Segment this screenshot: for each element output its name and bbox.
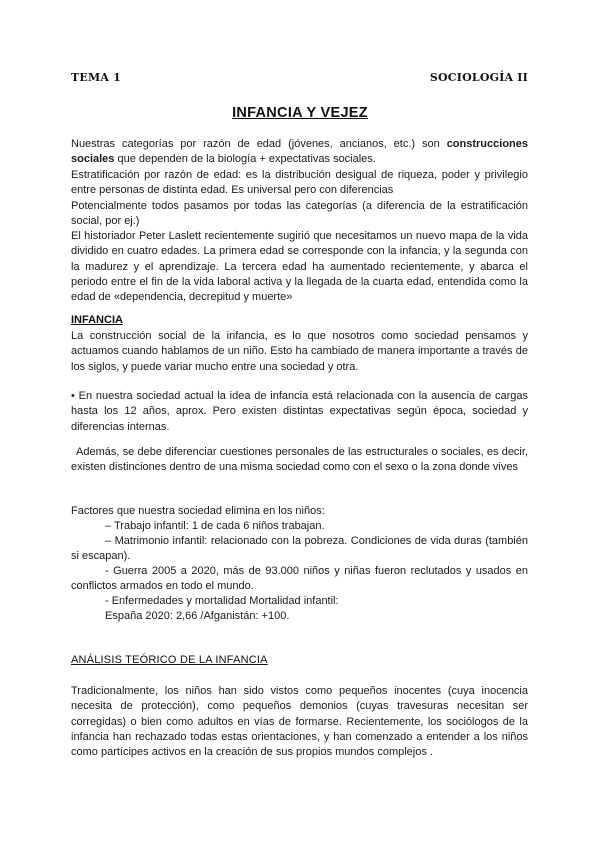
- infancia-paragraph-1: La construcción social de la infancia, es lo que nosotros como sociedad pensamos y actuamos cuando hablamos de un niño. Esto ha cambiado de manera importante a través de los siglos, y puede variar mucho entre una sociedad y otra.: [71, 330, 528, 373]
- intro-paragraph-3: Potencialmente todos pasamos por todas las categorías (a diferencia de la estratificación social, por ej.): [71, 200, 528, 228]
- header-left: TEMA 1: [71, 71, 121, 84]
- header-right: SOCIOLOGÍA II: [429, 71, 528, 84]
- factor-4-detail-text: España 2020: 2,66 /Afganistán: +100.: [105, 610, 290, 622]
- factor-4-text: - Enfermedades y mortalidad Mortalidad infantil:: [105, 595, 339, 607]
- intro-p1-text: Nuestras categorías por razón de edad (jóvenes, ancianos, etc.) son: [71, 138, 447, 150]
- factor-item-4: [71, 594, 528, 609]
- factor-1-text: – Trabajo infantil: 1 de cada 6 niños trabajan.: [105, 520, 325, 532]
- factor-item-4-detail: [71, 609, 528, 624]
- intro-paragraph-2: Estratificación por razón de edad: es la distribución desigual de riqueza, poder y privilegio entre personas de distinta edad. Es universal pero con diferencias: [71, 169, 528, 197]
- infancia-paragraph-2: • En nuestra sociedad actual la idea de infancia está relacionada con la ausencia de cargas hasta los 12 años, aprox. Pero existen distintas expectativas según época, sociedad y diferencias internas.: [71, 390, 528, 433]
- section-heading-analisis: ANÁLISIS TEÓRICO DE LA INFANCIA: [71, 654, 268, 666]
- factores-intro: Factores que nuestra sociedad elimina en los niños:: [71, 505, 325, 517]
- intro-paragraph-1: [71, 137, 528, 168]
- section-heading-infancia: INFANCIA: [71, 314, 123, 326]
- factor-item-1: [71, 519, 528, 534]
- page-title: INFANCIA Y VEJEZ: [232, 105, 368, 121]
- factor-item-3: - Guerra 2005 a 2020, más de 93.000 niños y niñas fueron reclutados y usados en conflictos armados en todo el mundo.: [71, 565, 528, 593]
- analisis-paragraph-1: Tradicionalmente, los niños han sido vistos como pequeños inocentes (cuya inocencia necesita de protección), como pequeños demonios (cuyas travesuras necesitan ser corregidas) o bien como adultos en vías de formarse. Recientemente, los sociólogos de la infancia han rechazado todas estas orientaciones, y han comenzado a entender a los niños como partícipes activos en la creación de sus propios mundos complejos .: [71, 685, 528, 759]
- intro-paragraph-4: El historiador Peter Laslett recientemente sugirió que necesitamos un nuevo mapa de la vida dividido en cuatro edades. La primera edad se corresponde con la infancia, y la segunda con la madurez y el aprendizaje. La tercera edad ha aumentado recientemente, y abarca el periodo entre el fin de la vida laboral activa y la llegada de la cuarta edad, entendida como la edad de «dependencia, decrepitud y muerte»: [71, 230, 528, 304]
- infancia-paragraph-3: Además, se debe diferenciar cuestiones personales de las estructurales o sociales, es decir, existen distinciones dentro de una misma sociedad como con el sexo o la zona donde vives: [71, 446, 528, 474]
- intro-p1-bold: construcciones sociales: [71, 138, 528, 166]
- factor-item-2: – Matrimonio infantil: relacionado con la pobreza. Condiciones de vida duras (también si escapan).: [71, 535, 528, 563]
- intro-p1-text-end: que dependen de la biología + expectativas sociales.: [114, 153, 376, 166]
